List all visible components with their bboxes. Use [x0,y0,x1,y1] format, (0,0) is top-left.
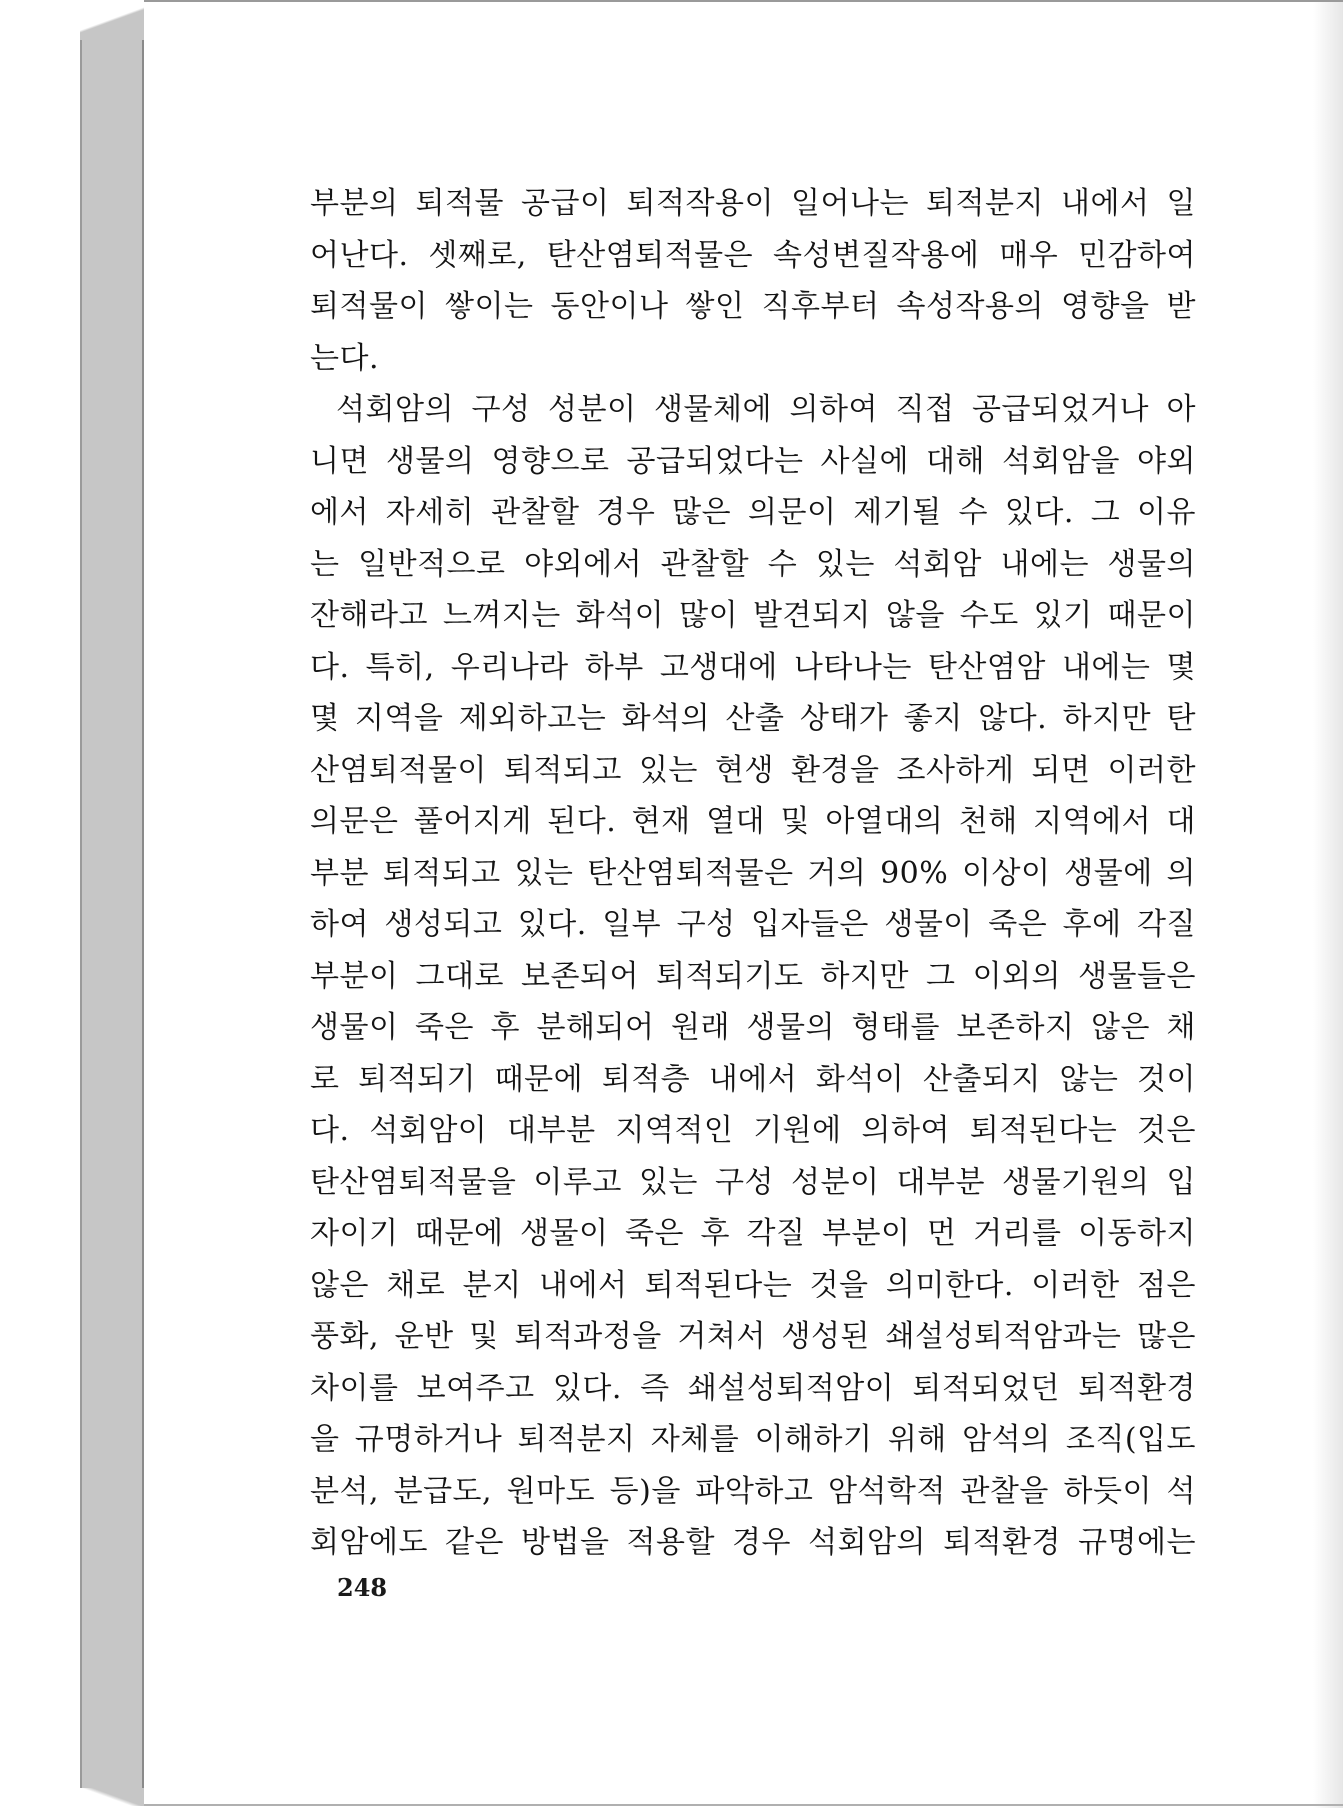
text-line: 어난다. 셋째로, 탄산염퇴적물은 속성변질작용에 매우 민감하여 [310,237,1196,273]
text-line: 석회암의 구성 성분이 생물체에 의하여 직접 공급되었거나 아 [336,392,1196,427]
text-line: 부분이 그대로 보존되어 퇴적되기도 하지만 그 이외의 생물들은 [310,958,1196,994]
text-line: 탄산염퇴적물을 이루고 있는 구성 성분이 대부분 생물기원의 입 [310,1164,1196,1200]
text-line: 퇴적물이 쌓이는 동안이나 쌓인 직후부터 속성작용의 영향을 받 [310,289,1196,324]
text-line: 부분의 퇴적물 공급이 퇴적작용이 일어나는 퇴적분지 내에서 일 [310,186,1196,221]
book-spine-top-edge [80,0,144,40]
text-line: 생물이 죽은 후 분해되어 원래 생물의 형태를 보존하지 않은 채 [310,1010,1196,1045]
text-line: 하여 생성되고 있다. 일부 구성 입자들은 생물이 죽은 후에 각질 [310,907,1196,942]
text-line: 는 일반적으로 야외에서 관찰할 수 있는 석회암 내에는 생물의 [310,546,1196,582]
page-number: 248 [337,1573,388,1602]
text-line: 는다. [310,340,379,376]
text-line: 분석, 분급도, 원마도 등)을 파악하고 암석학적 관찰을 하듯이 석 [310,1473,1196,1509]
text-line: 로 퇴적되기 때문에 퇴적층 내에서 화석이 산출되지 않는 것이 [310,1061,1196,1097]
text-line: 니면 생물의 영향으로 공급되었다는 사실에 대해 석회암을 야외 [310,443,1196,479]
text-line: 다. 특히, 우리나라 하부 고생대에 나타나는 탄산염암 내에는 몇 [310,649,1196,685]
body-text [310,178,1196,1569]
text-line: 않은 채로 분지 내에서 퇴적된다는 것을 의미한다. 이러한 점은 [310,1267,1196,1303]
text-line: 산염퇴적물이 퇴적되고 있는 현생 환경을 조사하게 되면 이러한 [310,752,1196,788]
text-line: 차이를 보여주고 있다. 즉 쇄설성퇴적암이 퇴적되었던 퇴적환경 [310,1370,1196,1406]
text-line: 을 규명하거나 퇴적분지 자체를 이해하기 위해 암석의 조직(입도 [310,1422,1196,1457]
book-spine [80,0,144,1806]
text-line: 자이기 때문에 생물이 죽은 후 각질 부분이 먼 거리를 이동하지 [310,1216,1196,1251]
text-line: 부분 퇴적되고 있는 탄산염퇴적물은 거의 90% 이상이 생물에 의 [310,855,1196,891]
text-line: 에서 자세히 관찰할 경우 많은 의문이 제기될 수 있다. 그 이유 [310,495,1196,530]
book-spine-bottom-edge [80,1788,144,1806]
text-line: 다. 석회암이 대부분 지역적인 기원에 의하여 퇴적된다는 것은 [310,1113,1196,1148]
text-line: 풍화, 운반 및 퇴적과정을 거쳐서 생성된 쇄설성퇴적암과는 많은 [310,1319,1196,1354]
text-line: 몇 지역을 제외하고는 화석의 산출 상태가 좋지 않다. 하지만 탄 [310,701,1196,736]
text-line: 잔해라고 느껴지는 화석이 많이 발견되지 않을 수도 있기 때문이 [310,598,1196,633]
text-line: 의문은 풀어지게 된다. 현재 열대 및 아열대의 천해 지역에서 대 [310,804,1196,839]
text-line: 회암에도 같은 방법을 적용할 경우 석회암의 퇴적환경 규명에는 [310,1525,1196,1560]
page-shadow [1313,2,1343,1808]
